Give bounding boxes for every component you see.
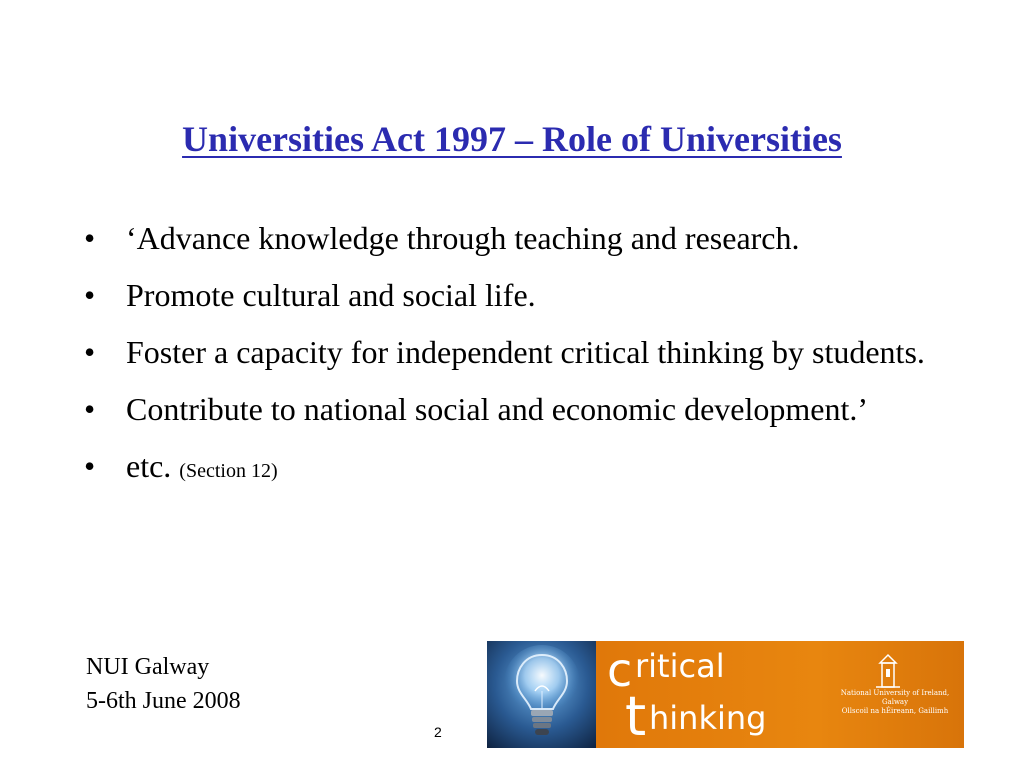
bullet-text: Contribute to national social and economic development.’: [126, 391, 869, 427]
footer-venue: NUI Galway: [86, 654, 210, 680]
bullet-dot: •: [84, 334, 96, 370]
bullet-dot: •: [84, 391, 96, 427]
slide-title: Universities Act 1997 – Role of Universities: [182, 119, 842, 159]
banner-word-critical: ritical: [635, 647, 725, 685]
bullet-item: [82, 330, 962, 374]
university-crest-icon: [870, 653, 906, 689]
bullet-text: Foster a capacity for independent critical thinking by students.: [126, 334, 925, 370]
bullet-item: [82, 273, 962, 317]
bullet-item: [82, 444, 962, 493]
bullet-item: [82, 387, 962, 431]
bullet-text: ‘Advance knowledge through teaching and research.: [126, 220, 800, 256]
bullet-list: [82, 216, 962, 506]
university-name-irish: Ollscoil na hÉireann, Gaillimh: [841, 707, 949, 715]
bullet-item: [82, 216, 962, 260]
bullet-dot: •: [84, 220, 96, 256]
banner-word-critical-initial: c: [607, 643, 633, 697]
bulb-panel: [487, 641, 596, 748]
university-name-english: National University of Ireland, Galway: [840, 689, 950, 706]
section-reference: (Section 12): [179, 460, 278, 482]
banner-word-thinking-initial: t: [625, 685, 647, 748]
bullet-dot: •: [84, 448, 96, 484]
critical-thinking-banner: [487, 641, 964, 748]
footer-date: 5-6th June 2008: [86, 688, 241, 714]
bullet-text: etc.: [126, 448, 172, 484]
bullet-text: Promote cultural and social life.: [126, 277, 536, 313]
banner-word-thinking: hinking: [649, 699, 767, 737]
bullet-dot: •: [84, 277, 96, 313]
footer-info: [86, 650, 241, 718]
light-bulb-icon: [487, 641, 596, 748]
university-name: [829, 689, 961, 716]
page-number: 2: [434, 724, 442, 740]
